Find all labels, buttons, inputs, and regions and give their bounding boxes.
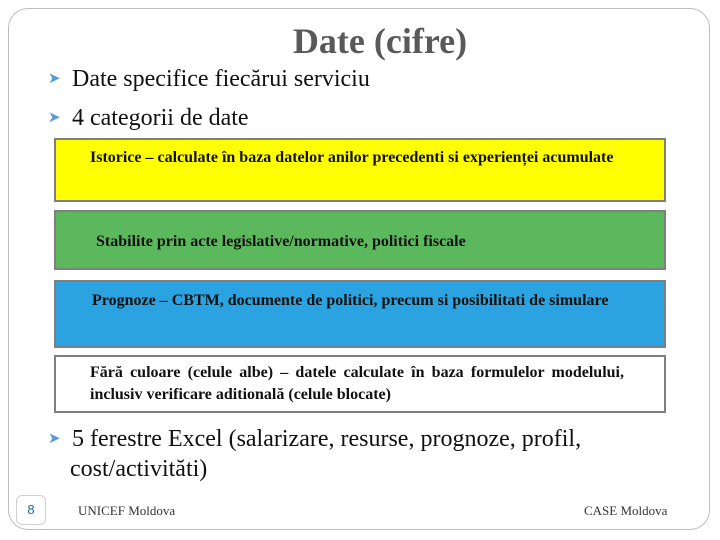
category-box-no-color: Fără culoare (celule albe) – datele calculate în baza formulelor modelului, inclusiv verificare aditională (celule blocate)	[54, 355, 666, 413]
bullet-text-3-line2: cost/activităti)	[70, 456, 208, 482]
bullet-arrow-icon: ➤	[48, 71, 61, 87]
category-box-legislative: Stabilite prin acte legislative/normative, politici fiscale	[54, 210, 666, 270]
footer-right-text: CASE Moldova	[584, 503, 668, 518]
bullet-text-2: 4 categorii de date	[72, 105, 249, 131]
bullet-item-2	[48, 105, 249, 132]
bullet-item-3	[48, 424, 688, 484]
page-number: 8	[16, 495, 46, 525]
category-box-forecast: Prognoze – CBTM, documente de politici, precum si posibilitati de simulare	[54, 280, 666, 348]
bullet-item-1	[48, 66, 370, 93]
bullet-text-3-line1: 5 ferestre Excel (salarizare, resurse, prognoze, profil,	[72, 426, 582, 452]
bullet-arrow-icon: ➤	[48, 431, 61, 447]
slide-title: Date (cifre)	[292, 21, 468, 61]
footer-left-text: UNICEF Moldova	[78, 503, 176, 518]
category-box-historical: Istorice – calculate în baza datelor anilor precedenti si experienței acumulate	[54, 138, 666, 202]
bullet-arrow-icon: ➤	[48, 110, 61, 126]
bullet-text-1: Date specifice fiecărui serviciu	[72, 66, 370, 92]
